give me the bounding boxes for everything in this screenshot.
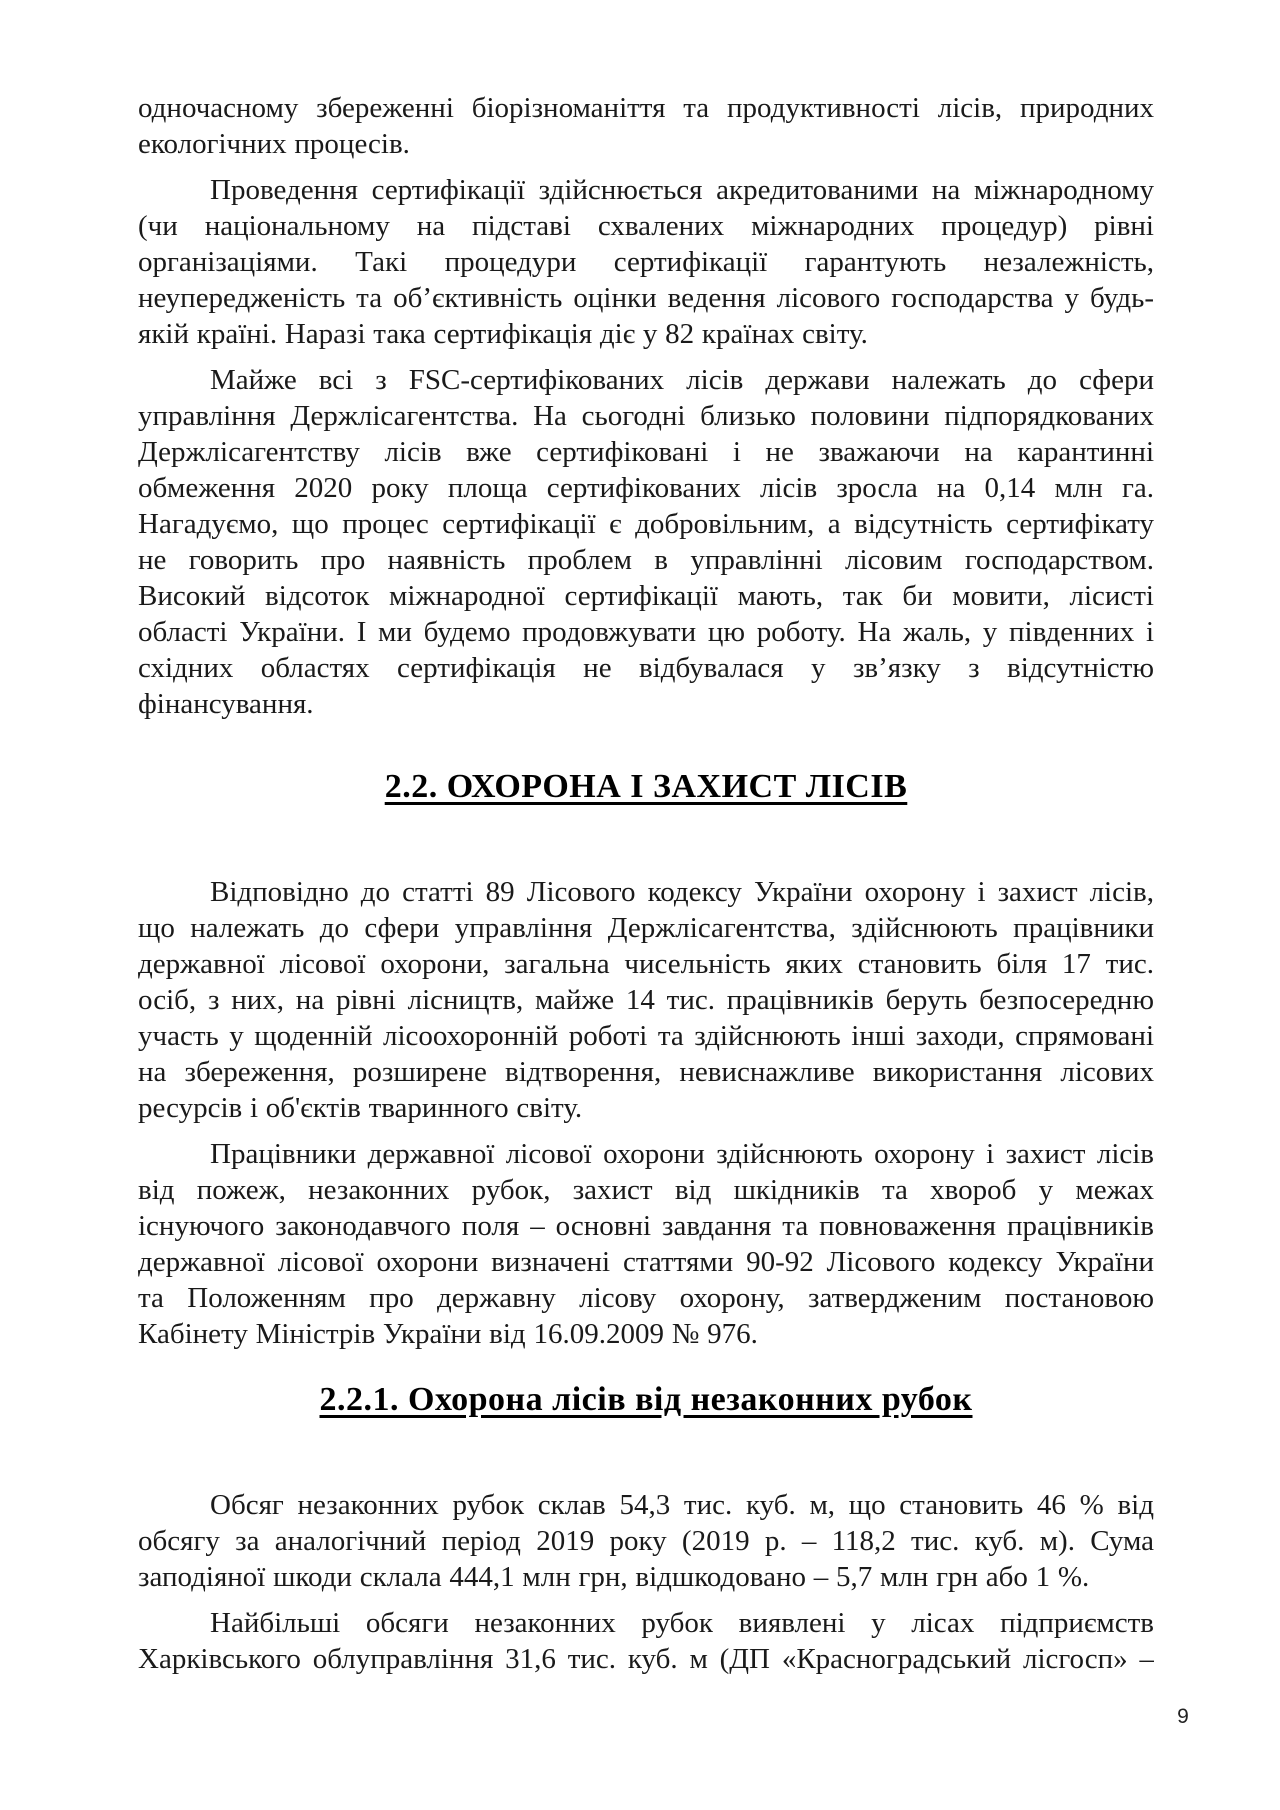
text-line: ресурсів і об'єктів тваринного світу. [138,1092,583,1124]
text-line: державної лісової охорони, загальна чисельність яких становить біля 17 тис. [138,948,1154,980]
text-line: Високий відсоток міжнародної сертифікації мають, так би мовити, лісисті [138,580,1154,612]
paragraph [138,1136,1154,1352]
page-content [138,0,1154,1687]
text-line: від пожеж, незаконних рубок, захист від шкідників та хвороб у межах [138,1174,1154,1206]
text-line: та Положенням про державну лісову охорону, затвердженим постановою [138,1282,1154,1314]
text-line: обсягу за аналогічний період 2019 року (2019 р. – 118,2 тис. куб. м). Сума [138,1525,1154,1557]
text-line: організаціями. Такі процедури сертифікації гарантують незалежність, [138,246,1154,278]
text-line: Нагадуємо, що процес сертифікації є добровільним, а відсутність сертифікату [138,508,1154,540]
text-line: Відповідно до статті 89 Лісового кодексу України охорону і захист лісів, [210,876,1154,908]
text-line: на збереження, розширене відтворення, невиснажливе використання лісових [138,1056,1154,1088]
text-line: управління Держлісагентства. На сьогодні близько половини підпорядкованих [138,400,1154,432]
text-line: східних областях сертифікація не відбувалася у зв’язку з відсутністю [138,652,1154,684]
paragraph [138,1487,1154,1595]
paragraph [138,874,1154,1126]
text-line: Проведення сертифікації здійснюється акредитованими на міжнародному [210,174,1154,206]
text-line: Харківського облуправління 31,6 тис. куб. м (ДП «Красноградський лісгосп» – [138,1643,1154,1675]
text-line: існуючого законодавчого поля – основні завдання та повноваження працівників [138,1210,1154,1242]
text-line: що належать до сфери управління Держлісагентства, здійснюють працівники [138,912,1154,944]
text-line: одночасному збереженні біорізноманіття та продуктивності лісів, природних [138,92,1154,124]
text-line: державної лісової охорони визначені статтями 90-92 Лісового кодексу України [138,1246,1154,1278]
text-line: області України. І ми будемо продовжувати цю роботу. На жаль, у південних і [138,616,1154,648]
text-line: фінансування. [138,688,314,720]
paragraph [138,90,1154,162]
text-line: участь у щоденній лісоохоронній роботі та здійснюють інші заходи, спрямовані [138,1020,1154,1052]
page-number: 9 [1177,1705,1189,1728]
text-line: обмеження 2020 року площа сертифікованих лісів зросла на 0,14 млн га. [138,472,1154,504]
subsection-heading: 2.2.1. Охорона лісів від незаконних рубок [319,1381,973,1418]
text-line: неупередженість та об’єктивність оцінки ведення лісового господарства у будь- [138,282,1154,314]
text-line: Держлісагентству лісів вже сертифіковані і не зважаючи на карантинні [138,436,1154,468]
text-line: (чи національному на підставі схвалених міжнародних процедур) рівні [138,210,1154,242]
text-line: Найбільші обсяги незаконних рубок виявлені у лісах підприємств [210,1607,1154,1639]
paragraph [138,172,1154,352]
text-line: не говорить про наявність проблем в управлінні лісовим господарством. [138,544,1154,576]
paragraph [138,1605,1154,1677]
text-line: Обсяг незаконних рубок склав 54,3 тис. куб. м, що становить 46 % від [210,1489,1154,1521]
text-line: осіб, з них, на рівні лісництв, майже 14 тис. працівників беруть безпосередню [138,984,1154,1016]
section-heading: 2.2. ОХОРОНА І ЗАХИСТ ЛІСІВ [384,768,908,805]
paragraph [138,362,1154,722]
text-line: екологічних процесів. [138,128,410,160]
text-line: Майже всі з FSC-сертифікованих лісів держави належать до сфери [210,364,1154,396]
text-line: Працівники державної лісової охорони здійснюють охорону і захист лісів [210,1138,1154,1170]
text-line: Кабінету Міністрів України від 16.09.2009 № 976. [138,1318,758,1350]
text-line: заподіяної шкоди склала 444,1 млн грн, відшкодовано – 5,7 млн грн або 1 %. [138,1561,1090,1593]
text-line: якій країні. Наразі така сертифікація діє у 82 країнах світу. [138,318,868,350]
